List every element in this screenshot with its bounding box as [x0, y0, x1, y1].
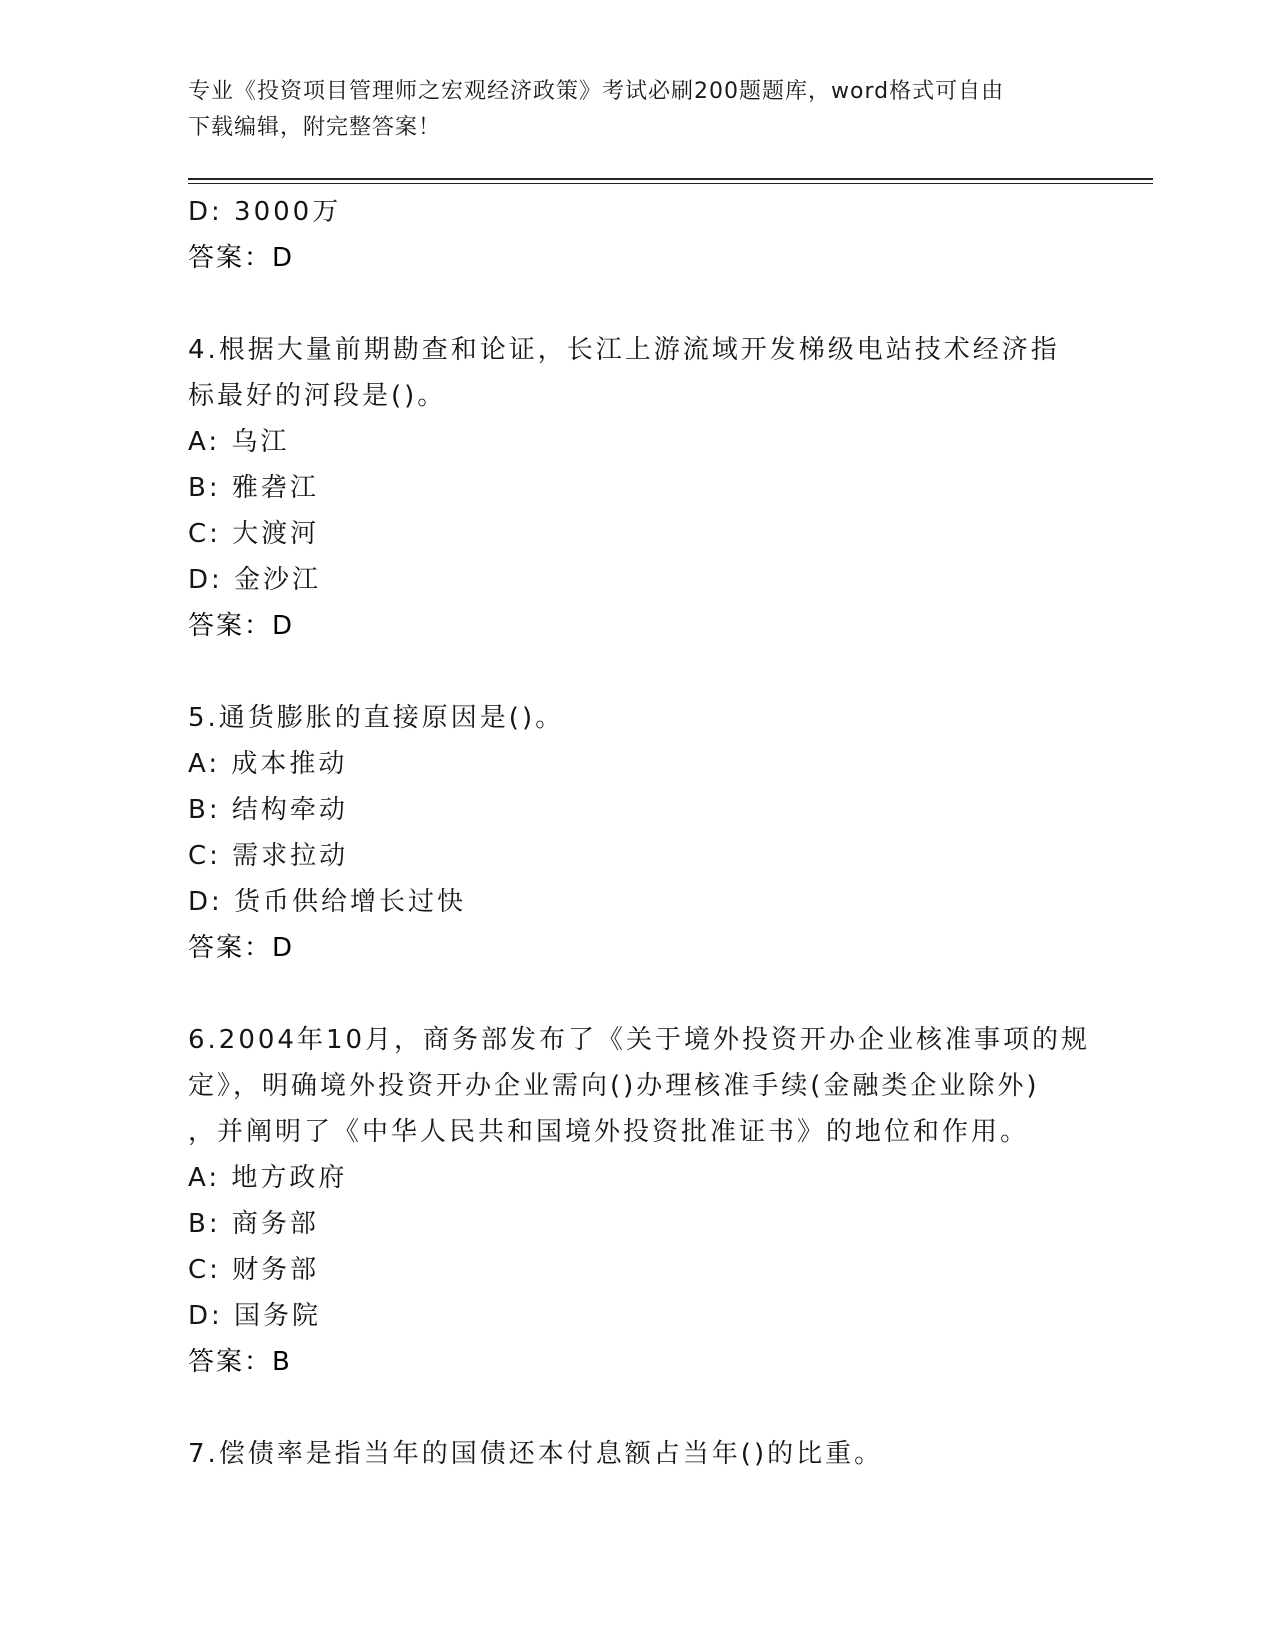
- option-a: A: 成本推动: [188, 749, 348, 779]
- option-d: D: 金沙江: [188, 565, 322, 595]
- option-b: B: 结构牵动: [188, 795, 348, 825]
- option-b: B: 雅砻江: [188, 473, 319, 503]
- option-c: C: 财务部: [188, 1255, 320, 1285]
- question-stem-line: 7.偿债率是指当年的国债还本付息额占当年()的比重。: [188, 1439, 884, 1469]
- answer-label: 答案：B: [188, 1347, 292, 1377]
- spacer: [188, 649, 1108, 695]
- question-stem-line: ，并阐明了《中华人民共和国境外投资批准证书》的地位和作用。: [188, 1117, 1030, 1147]
- header-title-line1: 专业《投资项目管理师之宏观经济政策》考试必刷200题题库，word格式可自由: [188, 79, 1005, 104]
- question-6: [188, 1017, 1108, 1385]
- question-7: [188, 1431, 1108, 1477]
- answer-label: 答案：D: [188, 933, 295, 963]
- option-c: C: 需求拉动: [188, 841, 349, 871]
- option-d: D: 3000万: [188, 197, 342, 227]
- question-3-tail: [188, 189, 1108, 281]
- option-d: D: 国务院: [188, 1301, 322, 1331]
- spacer: [188, 1385, 1108, 1431]
- option-c: C: 大渡河: [188, 519, 320, 549]
- question-stem-line: 6.2004年10月，商务部发布了《关于境外投资开办企业核准事项的规: [188, 1025, 1091, 1055]
- question-stem-line: 5.通货膨胀的直接原因是()。: [188, 703, 565, 733]
- question-stem-line: 定》，明确境外投资开办企业需向()办理核准手续(金融类企业除外): [188, 1071, 1040, 1101]
- question-5: [188, 695, 1108, 971]
- option-a: A: 乌江: [188, 427, 290, 457]
- document-header: [188, 74, 1088, 146]
- spacer: [188, 971, 1108, 1017]
- option-a: A: 地方政府: [188, 1163, 348, 1193]
- answer-label: 答案：D: [188, 243, 295, 273]
- question-list: [188, 189, 1108, 1477]
- header-title-line2: 下载编辑，附完整答案！: [188, 115, 442, 140]
- question-4: [188, 327, 1108, 649]
- answer-label: 答案：D: [188, 611, 295, 641]
- header-divider-thick: [188, 178, 1153, 180]
- question-stem-line: 4.根据大量前期勘查和论证，长江上游流域开发梯级电站技术经济指: [188, 335, 1060, 365]
- question-stem-line: 标最好的河段是()。: [188, 381, 447, 411]
- header-divider-thin: [188, 183, 1153, 184]
- option-d: D: 货币供给增长过快: [188, 887, 467, 917]
- option-b: B: 商务部: [188, 1209, 319, 1239]
- spacer: [188, 281, 1108, 327]
